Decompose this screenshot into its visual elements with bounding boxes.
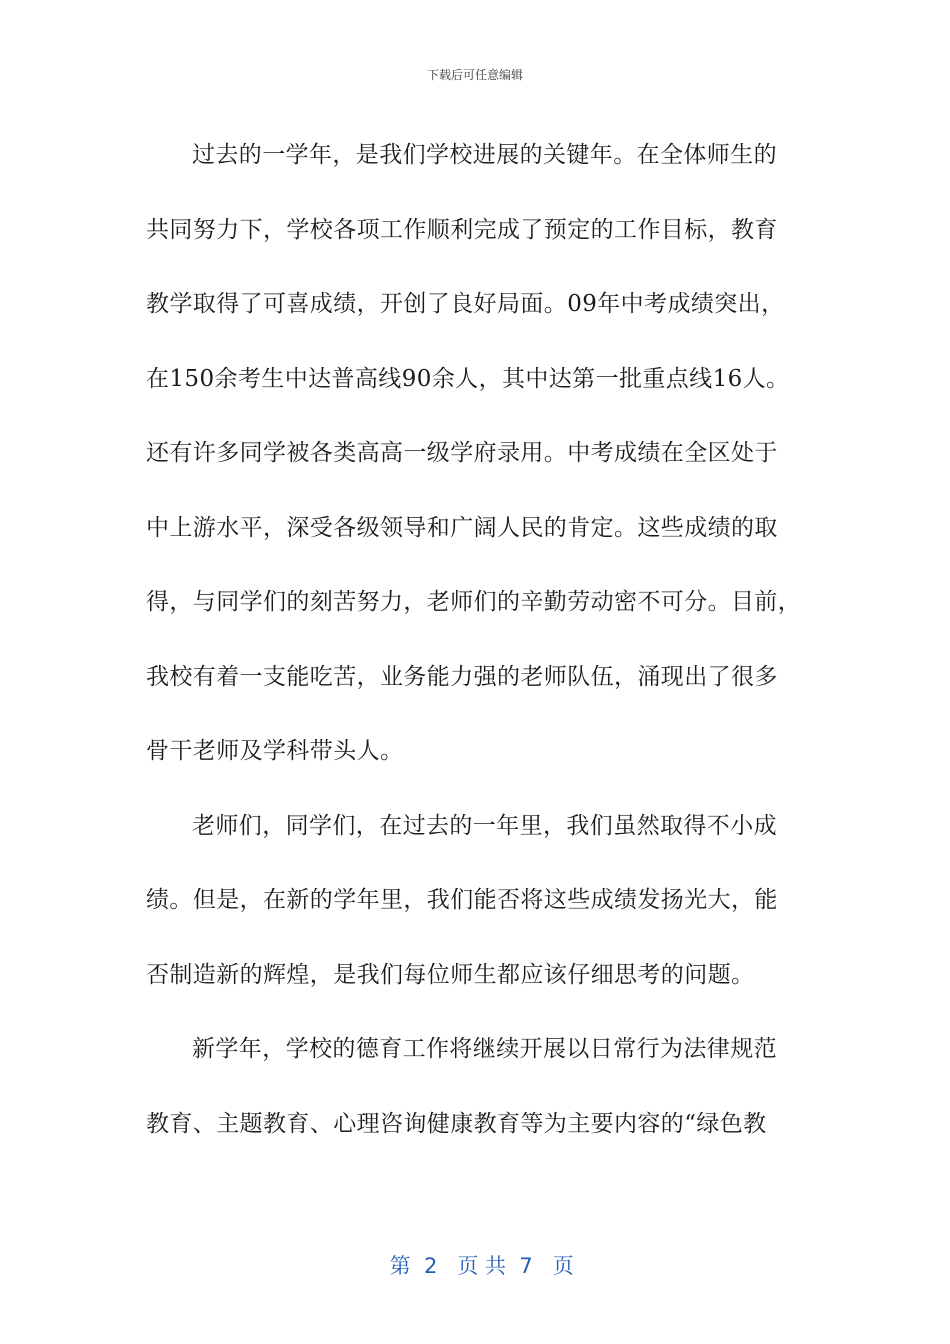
text-line: 新学年，学校的德育工作将继续开展以日常行为法律规范 [192,1036,777,1062]
text-line: 否制造新的辉煌，是我们每位师生都应该仔细思考的问题。 [146,961,755,988]
text-line: 还有许多同学被各类高高一级学府录用。中考成绩在全区处于 [146,440,778,466]
text-line: 我校有着一支能吃苦，业务能力强的老师队伍，涌现出了很多 [146,663,778,690]
page-header [0,66,950,83]
paragraph-1 [146,118,806,789]
text-line: 得，与同学们的刻苦努力，老师们的辛勤劳动密不可分。目前， [146,589,802,615]
text-line: 在150余考生中达普高线90余人，其中达第一批重点线16人。 [146,365,790,392]
text-line: 教学取得了可喜成绩，开创了良好局面。09年中考成绩突出， [146,291,785,317]
page-footer [0,1226,950,1280]
text-line: 绩。但是，在新的学年里，我们能否将这些成绩发扬光大，能 [146,887,778,913]
paragraph-2 [146,789,806,1013]
text-line: 过去的一学年，是我们学校进展的关键年。在全体师生的 [192,142,777,168]
text-line: 教育、主题教育、心理咨询健康教育等为主要内容的“绿色教 [146,1110,767,1137]
text-line: 中上游水平，深受各级领导和广阔人民的肯定。这些成绩的取 [146,514,778,541]
paragraph-3 [146,1012,806,1161]
text-line: 骨干老师及学科带头人。 [146,738,404,764]
text-line: 老师们，同学们，在过去的一年里，我们虽然取得不小成 [192,812,777,839]
header-note: 下载后可任意编辑 [426,68,523,82]
text-line: 共同努力下，学校各项工作顺利完成了预定的工作目标，教育 [146,216,778,243]
page-number-label: 第 2 页 共 7 页 [389,1254,574,1278]
document-body [146,118,806,1161]
